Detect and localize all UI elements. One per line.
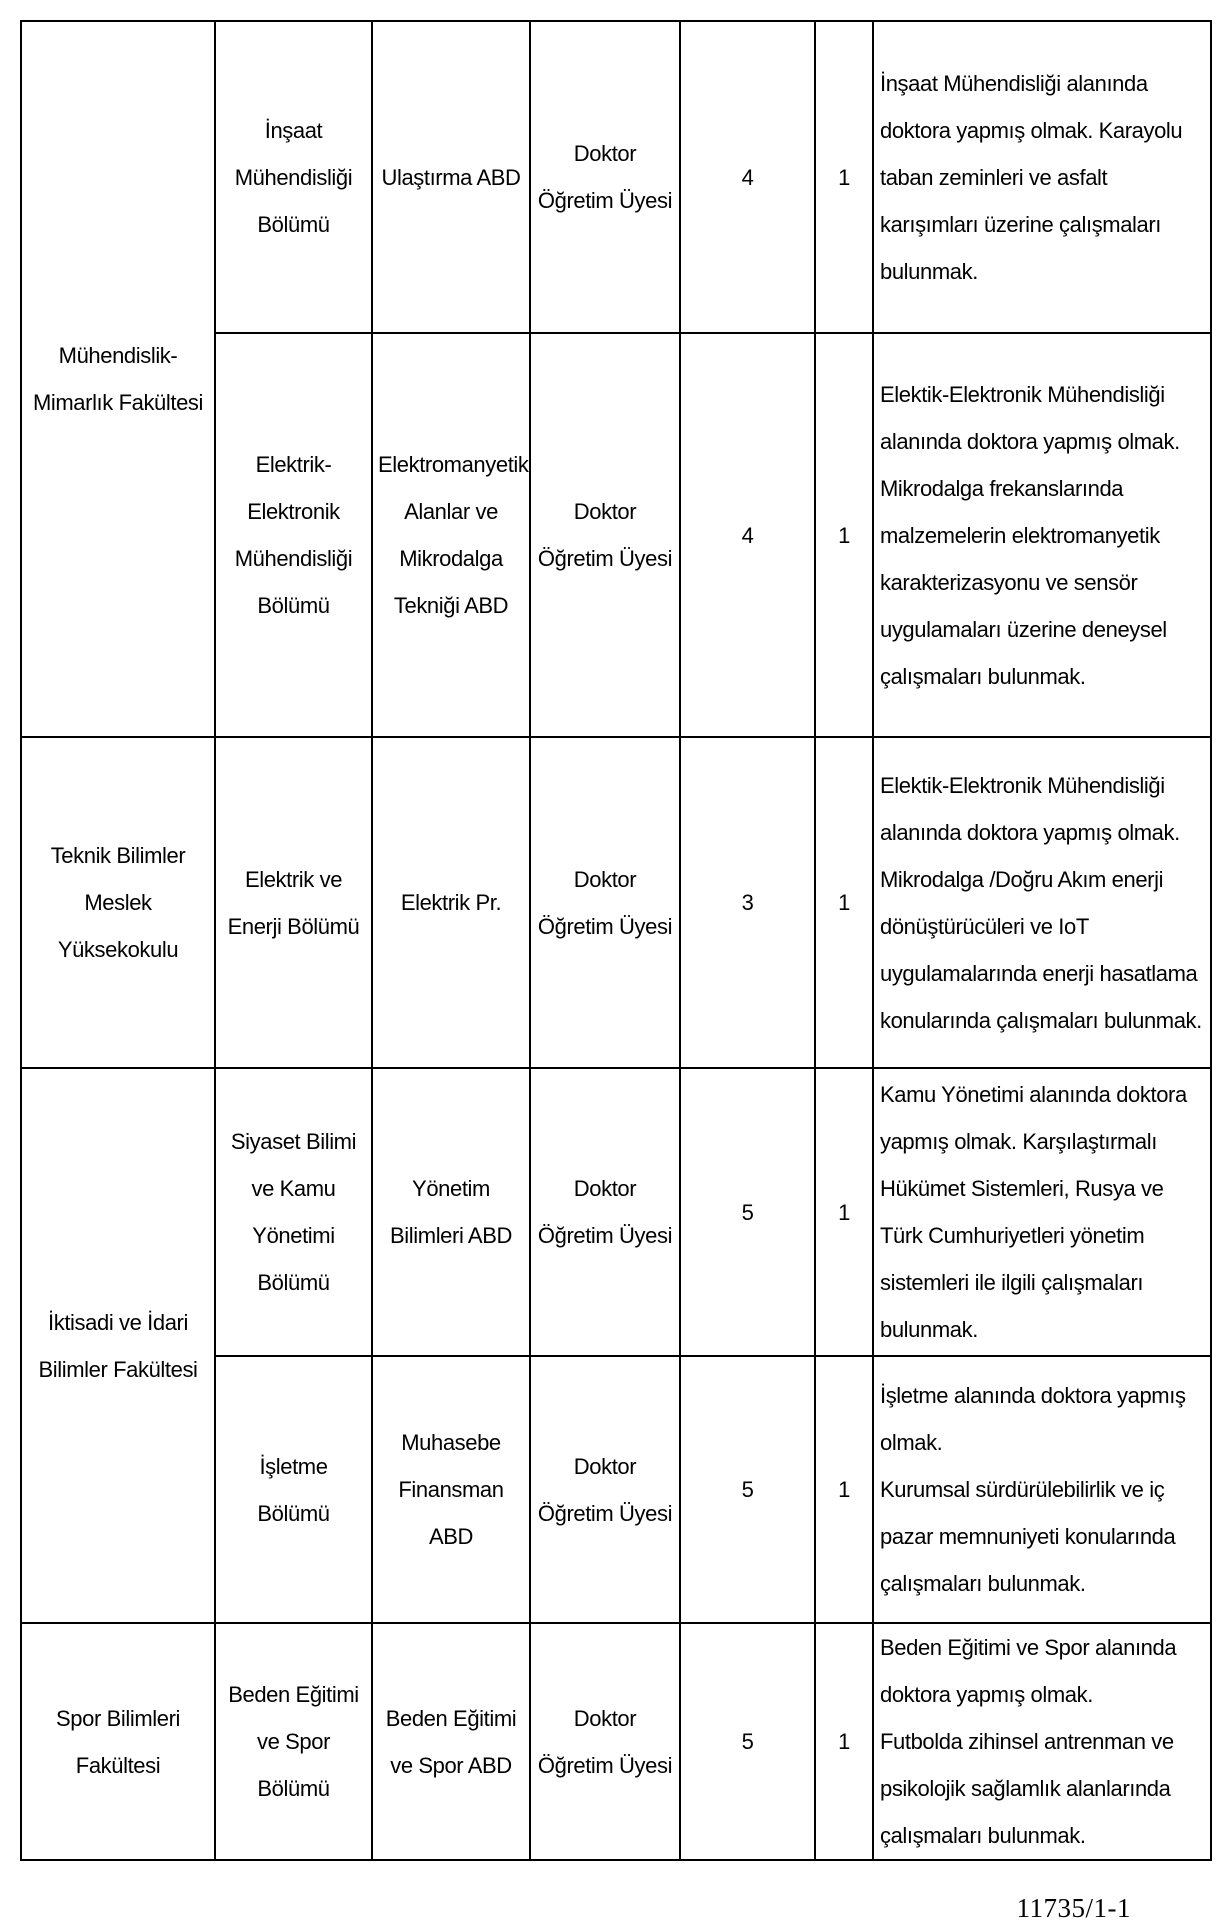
title-cell: Doktor Öğretim Üyesi xyxy=(530,737,680,1068)
count-cell: 1 xyxy=(815,1068,873,1356)
faculty-cell: Spor Bilimleri Fakültesi xyxy=(21,1623,215,1860)
program-cell: Elektrik Pr. xyxy=(372,737,530,1068)
department-cell: İnşaat Mühendisliği Bölümü xyxy=(215,21,372,333)
department-cell: Elektrik ve Enerji Bölümü xyxy=(215,737,372,1068)
faculty-cell: Mühendislik-Mimarlık Fakültesi xyxy=(21,21,215,737)
program-cell: Muhasebe Finansman ABD xyxy=(372,1356,530,1623)
department-cell: İşletme Bölümü xyxy=(215,1356,372,1623)
table-row xyxy=(21,21,1211,333)
department-cell: Elektrik-Elektronik Mühendisliği Bölümü xyxy=(215,333,372,737)
program-cell: Yönetim Bilimleri ABD xyxy=(372,1068,530,1356)
requirement-cell: İnşaat Mühendisliği alanında doktora yapmış olmak. Karayolu taban zeminleri ve asfalt karışımları üzerine çalışmaları bulunmak. xyxy=(873,21,1211,333)
title-cell: Doktor Öğretim Üyesi xyxy=(530,1623,680,1860)
positions-table xyxy=(20,20,1212,1861)
count-cell: 1 xyxy=(815,1623,873,1860)
department-cell: Siyaset Bilimi ve Kamu Yönetimi Bölümü xyxy=(215,1068,372,1356)
requirement-cell: Kamu Yönetimi alanında doktora yapmış olmak. Karşılaştırmalı Hükümet Sistemleri, Rusya ve Türk Cumhuriyetleri yönetim sistemleri ile ilgili çalışmaları bulunmak. xyxy=(873,1068,1211,1356)
count-cell: 1 xyxy=(815,1356,873,1623)
requirement-line: Kurumsal sürdürülebilirlik ve iç pazar memnuniyeti konularında çalışmaları bulunmak. xyxy=(880,1477,1176,1596)
table-row xyxy=(21,1068,1211,1356)
program-cell: Elektromanyetik Alanlar ve Mikrodalga Tekniği ABD xyxy=(372,333,530,737)
title-cell: Doktor Öğretim Üyesi xyxy=(530,1356,680,1623)
count-cell: 1 xyxy=(815,21,873,333)
requirement-cell xyxy=(873,1623,1211,1860)
department-cell: Beden Eğitimi ve Spor Bölümü xyxy=(215,1623,372,1860)
table-row xyxy=(21,1623,1211,1860)
degree-cell: 5 xyxy=(680,1068,815,1356)
requirement-cell xyxy=(873,1356,1211,1623)
faculty-cell: Teknik Bilimler Meslek Yüksekokulu xyxy=(21,737,215,1068)
document-code: 11735/1-1 xyxy=(1016,1893,1131,1923)
faculty-cell: İktisadi ve İdari Bilimler Fakültesi xyxy=(21,1068,215,1623)
title-cell: Doktor Öğretim Üyesi xyxy=(530,21,680,333)
count-cell: 1 xyxy=(815,737,873,1068)
title-cell: Doktor Öğretim Üyesi xyxy=(530,333,680,737)
requirement-line: İşletme alanında doktora yapmış olmak. xyxy=(880,1383,1186,1455)
program-cell: Beden Eğitimi ve Spor ABD xyxy=(372,1623,530,1860)
requirement-cell: Elektik-Elektronik Mühendisliği alanında doktora yapmış olmak. Mikrodalga /Doğru Akım enerji dönüştürücüleri ve IoT uygulamalarında enerji hasatlama konularında çalışmaları bulunmak. xyxy=(873,737,1211,1068)
degree-cell: 5 xyxy=(680,1356,815,1623)
requirement-cell: Elektik-Elektronik Mühendisliği alanında doktora yapmış olmak. Mikrodalga frekanslarında malzemelerin elektromanyetik karakterizasyonu ve sensör uygulamaları üzerine deneysel çalışmaları bulunmak. xyxy=(873,333,1211,737)
requirement-line: Beden Eğitimi ve Spor alanında doktora yapmış olmak. xyxy=(880,1635,1177,1707)
degree-cell: 5 xyxy=(680,1623,815,1860)
program-cell: Ulaştırma ABD xyxy=(372,21,530,333)
count-cell: 1 xyxy=(815,333,873,737)
title-cell: Doktor Öğretim Üyesi xyxy=(530,1068,680,1356)
degree-cell: 4 xyxy=(680,333,815,737)
table-row xyxy=(21,737,1211,1068)
degree-cell: 4 xyxy=(680,21,815,333)
degree-cell: 3 xyxy=(680,737,815,1068)
requirement-line: Futbolda zihinsel antrenman ve psikolojik sağlamlık alanlarında çalışmaları bulunmak. xyxy=(880,1729,1174,1848)
